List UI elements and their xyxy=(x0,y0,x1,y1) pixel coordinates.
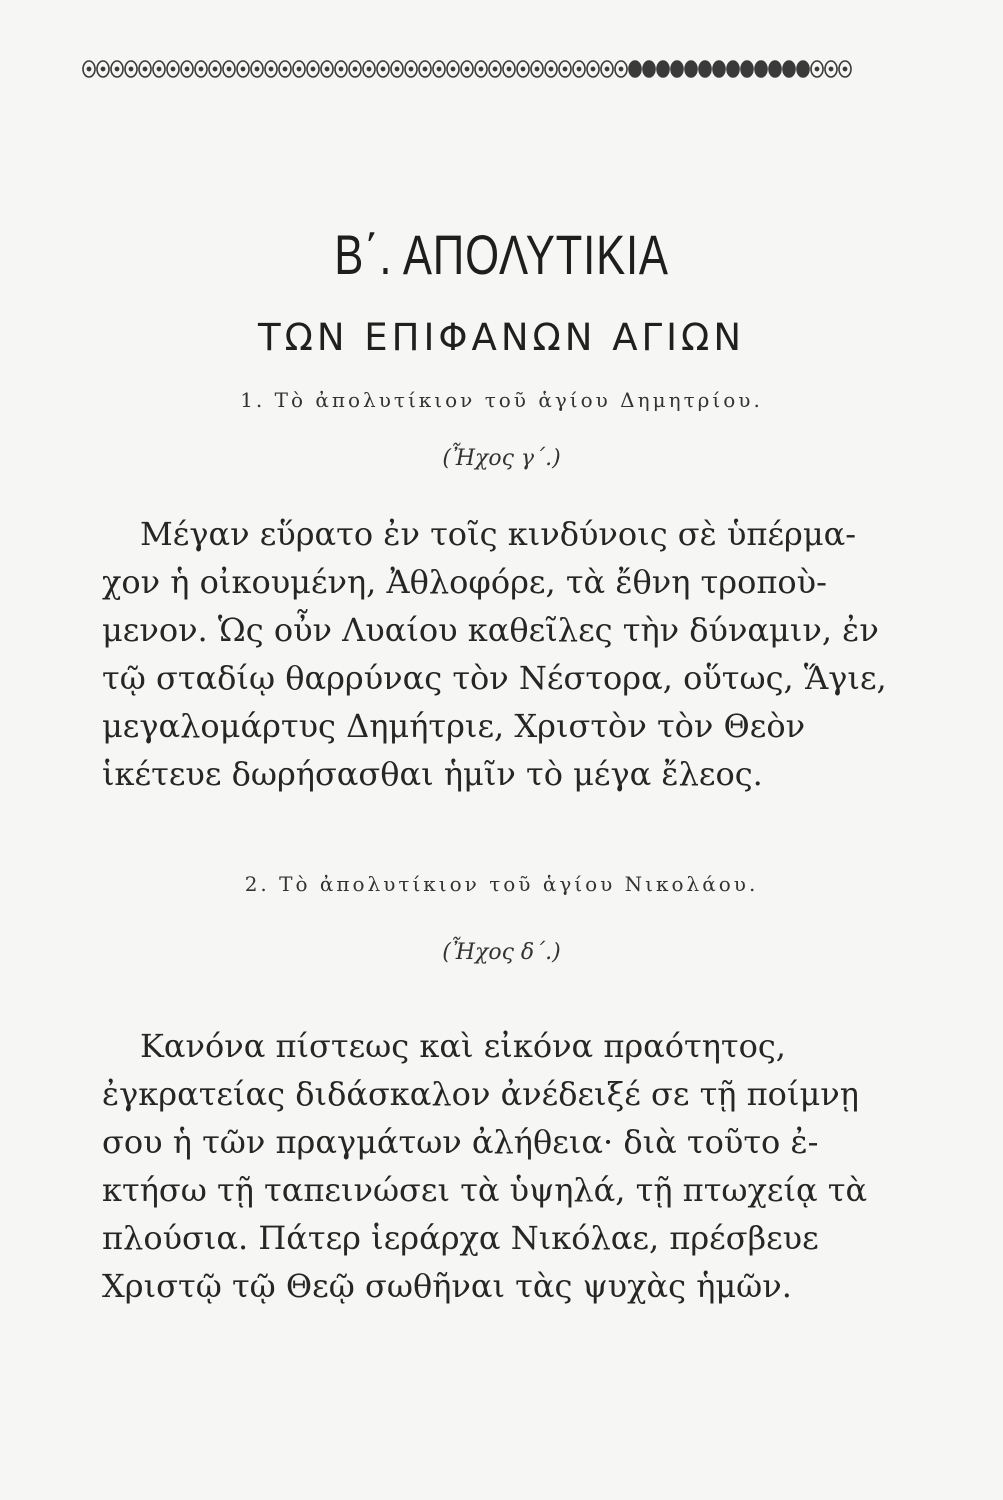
section-2-tone: (Ἦχος δ΄.) xyxy=(442,940,561,965)
ornament-dot xyxy=(843,67,846,70)
ornament-dot xyxy=(101,67,104,70)
ornament-dot xyxy=(675,67,678,70)
ornament-dot xyxy=(703,67,706,70)
ornament-dot xyxy=(283,67,286,70)
ornament-dot xyxy=(549,67,552,70)
ornament-dot xyxy=(591,67,594,70)
ornament-dot xyxy=(325,67,328,70)
section-1-heading: 1. Τὸ ἀπολυτίκιον τοῦ ἁγίου Δημητρίου. xyxy=(240,388,763,412)
ornament-dot xyxy=(409,67,412,70)
ornament-dot xyxy=(199,67,202,70)
ornament-dot xyxy=(255,67,258,70)
ornament-dot xyxy=(157,67,160,70)
ornament-dot xyxy=(619,67,622,70)
ornament-dot xyxy=(353,67,356,70)
ornament-dot xyxy=(115,67,118,70)
ornament-dot xyxy=(647,67,650,70)
ornament-dot xyxy=(339,67,342,70)
ornament-dot xyxy=(605,67,608,70)
ornament-dot xyxy=(745,67,748,70)
ornament-dot xyxy=(633,67,636,70)
ornament-dot xyxy=(493,67,496,70)
ornament-dot xyxy=(227,67,230,70)
section-1-text xyxy=(102,510,887,798)
text-line: ἱκέτευε δωρήσασθαι ἡμῖν τὸ μέγα ἔλεος. xyxy=(102,755,763,793)
ornament-dot xyxy=(171,67,174,70)
ornament-dot xyxy=(717,67,720,70)
text-line: μενον. Ὡς οὖν Λυαίου καθεῖλες τὴν δύναμιν, ἐν xyxy=(102,611,879,649)
ornament-dot xyxy=(759,67,762,70)
ornament-dot xyxy=(381,67,384,70)
ornament-dot xyxy=(143,67,146,70)
text-line: πλούσια. Πάτερ ἱεράρχα Νικόλαε, πρέσβευε xyxy=(102,1219,819,1257)
text-line: σου ἡ τῶν πραγμάτων ἀλήθεια· διὰ τοῦτο ἐ- xyxy=(102,1123,819,1161)
ornament-dot xyxy=(185,67,188,70)
text-line: ἐγκρατείας διδάσκαλον ἀνέδειξέ σε τῇ ποίμνῃ xyxy=(102,1075,859,1113)
page-subtitle: ΤΩΝ ΕΠΙΦΑΝΩΝ ΑΓΙΩΝ xyxy=(257,316,746,359)
ornament-dot xyxy=(87,67,90,70)
ornament-dot xyxy=(423,67,426,70)
ornament-dot xyxy=(521,67,524,70)
text-line: κτήσω τῇ ταπεινώσει τὰ ὑψηλά, τῇ πτωχείᾳ τὰ xyxy=(102,1171,868,1209)
ornament-dot xyxy=(563,67,566,70)
decorative-border-ornament xyxy=(82,56,852,82)
text-line: χον ἡ οἰκουμένη, Ἀθλοφόρε, τὰ ἔθνη τροποὺ- xyxy=(102,563,827,601)
ornament-dot xyxy=(577,67,580,70)
ornament-dot xyxy=(451,67,454,70)
ornament-dot xyxy=(297,67,300,70)
ornament-dot xyxy=(311,67,314,70)
text-line: Κανόνα πίστεως καὶ εἰκόνα πραότητος, xyxy=(140,1027,786,1065)
ornament-dot xyxy=(479,67,482,70)
ornament-dot xyxy=(829,67,832,70)
ornament-dot xyxy=(661,67,664,70)
ornament-dot xyxy=(395,67,398,70)
section-2-heading: 2. Τὸ ἀπολυτίκιον τοῦ ἁγίου Νικολάου. xyxy=(244,872,759,896)
text-line: Μέγαν εὕρατο ἐν τοῖς κινδύνοις σὲ ὑπέρμα- xyxy=(140,515,857,553)
ornament-dot xyxy=(465,67,468,70)
ornament-dot xyxy=(815,67,818,70)
ornament-dot xyxy=(129,67,132,70)
ornament-dot xyxy=(787,67,790,70)
ornament-dot xyxy=(241,67,244,70)
text-line: Χριστῷ τῷ Θεῷ σωθῆναι τὰς ψυχὰς ἡμῶν. xyxy=(102,1267,792,1305)
section-1-tone: (Ἦχος γ΄.) xyxy=(442,446,561,471)
ornament-dot xyxy=(367,67,370,70)
ornament-dot xyxy=(213,67,216,70)
text-line: μεγαλομάρτυς Δημήτριε, Χριστὸν τὸν Θεὸν xyxy=(102,707,806,745)
ornament-dot xyxy=(269,67,272,70)
section-2-text xyxy=(102,1022,872,1310)
ornament-dot xyxy=(731,67,734,70)
ornament-dot xyxy=(773,67,776,70)
ornament-dot xyxy=(535,67,538,70)
ornament-dot xyxy=(689,67,692,70)
ornament-dot xyxy=(507,67,510,70)
ornament-dot xyxy=(437,67,440,70)
page-title: Β΄. ΑΠΟΛΥΤΙΚΙΑ xyxy=(334,223,669,286)
ornament-dot xyxy=(801,67,804,70)
text-line: τῷ σταδίῳ θαρρύνας τὸν Νέστορα, οὕτως, Ἅγιε, xyxy=(102,659,887,697)
